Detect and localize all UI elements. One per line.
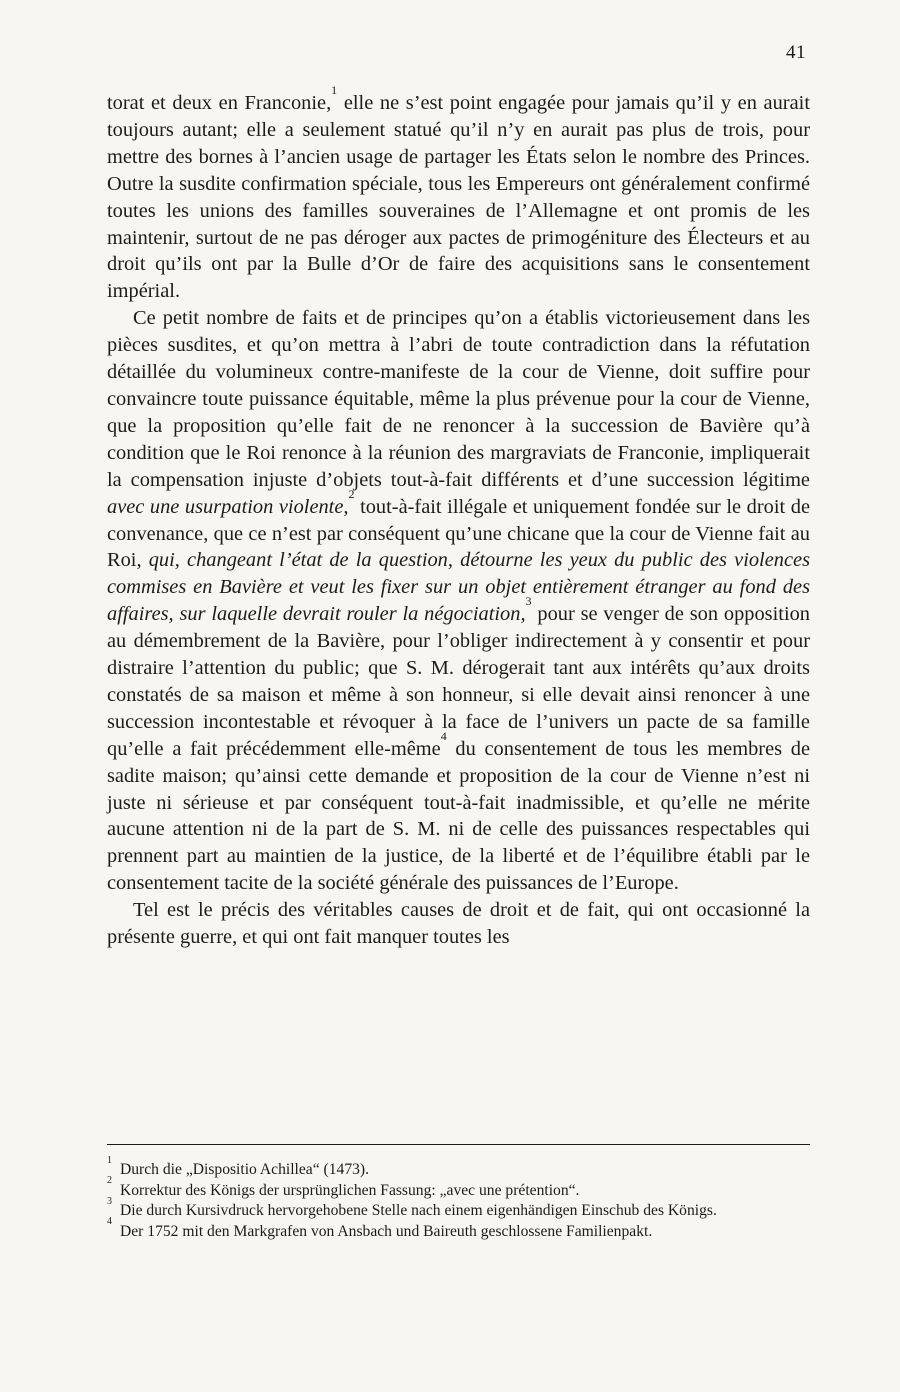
footnote-number: 2 [107,1175,112,1187]
italic-passage: avec une usurpation violente, [107,495,349,518]
text-run: du consentement de tous les membres de sadite maison; qu’ainsi cette demande et proposition de la cour de Vienne n’est ni juste ni sérieuse et par conséquent tout-à-fait inadmissible, et qu’elle ne mérite aucune attention ni de la part de S. M. ni de celle des puissances respectables qui prennent part au maintien de la justice, de la liberté et de l’équilibre établi par le consentement tacite de la société générale des puissances de l’Europe. [107,737,810,895]
text-run: elle ne s’est point engagée pour jamais qu’il y en aurait toujours autant; elle a seulement statué qu’il n’y en aurait pas plus de trois, pour mettre des bornes à l’ancien usage de partager les États selon le nombre des Princes. Outre la susdite confirmation spéciale, tous les Empereurs ont généralement confirmé toutes les unions des familles souveraines de l’Allemagne et ont promis de les maintenir, surtout de ne pas déroger aux pactes de primogéniture des Électeurs et au droit qu’ils ont par la Bulle d’Or de faire des acquisitions sans le consentement impérial. [107,92,810,303]
text-run: Tel est le précis des véritables causes de droit et de fait, qui ont occasionné la présente guerre, et qui ont fait manquer toutes les [107,899,810,949]
footnote-text: Korrektur des Königs der ursprünglichen Fassung: „avec une prétention“. [120,1181,580,1199]
footnote-text: Durch die „Dispositio Achillea“ (1473). [120,1161,370,1178]
page-number: 41 [786,42,806,63]
footnotes [107,1154,810,1242]
footnote-number: 1 [107,1154,112,1166]
paragraph [107,83,810,305]
footnote-separator [107,1144,810,1145]
footnote-ref: 1 [331,83,338,98]
footnote [107,1216,810,1243]
text-run: torat et deux en Franconie, [107,92,332,114]
italic-passage: qui, changeant l’état de la question, détourne les yeux du public des violences commises en Bavière et veut les fixer sur un objet entièrement étranger au fond des affaires, sur laquelle devrait rouler la négociation, [107,549,810,626]
footnote-ref: 4 [440,728,447,743]
footnote-ref: 2 [348,486,355,501]
footnote-number: 3 [107,1195,112,1207]
text-run: Ce petit nombre de faits et de principes qu’on a établis victorieusement dans les pièces susdites, et qu’on mettra à l’abri de toute contradiction dans la réfutation détaillée du volumineux contre-manifeste de la cour de Vienne, doit suffire pour convaincre toute puissance équitable, même la plus prévenue pour la cour de Vienne, que la proposition qu’elle fait de ne renoncer à la succession de Bavière qu’à condition que le Roi renonce à la réunion des margraviats de Franconie, impliquerait la compensation injuste d’objets tout-à-fait différents et d’une succession légitime [107,307,810,491]
footnote [107,1154,810,1181]
footnote-ref: 3 [525,594,532,609]
footnote-text: Die durch Kursivdruck hervorgehobene Stelle nach einem eigenhändigen Einschub des Königs. [120,1202,717,1219]
footnote-number: 4 [107,1216,112,1228]
text-run: tout-à-fait illégale et uniquement fondée sur le droit de convenance, que ce n’est par conséquent qu’une chicane que la cour de Vienne fait au Roi, [107,495,810,572]
body-text [107,83,810,951]
text-run: pour se venger de son opposition au démembrement de la Bavière, pour l’obliger indirectement à y consentir et pour distraire l’attention du public; que S. M. dérogerait tant aux intérêts qu’aux droits constatés de sa maison et même à son honneur, si elle devait ainsi renoncer à une succession incontestable et révoquer à la face de l’univers un pacte de sa famille qu’elle a fait précédemment elle-même [107,603,810,760]
paragraph [107,305,810,897]
footnote [107,1175,810,1202]
footnote-text: Der 1752 mit den Markgrafen von Ansbach und Baireuth geschlossene Familienpakt. [120,1222,653,1240]
footnote [107,1195,810,1222]
paragraph [107,897,810,951]
